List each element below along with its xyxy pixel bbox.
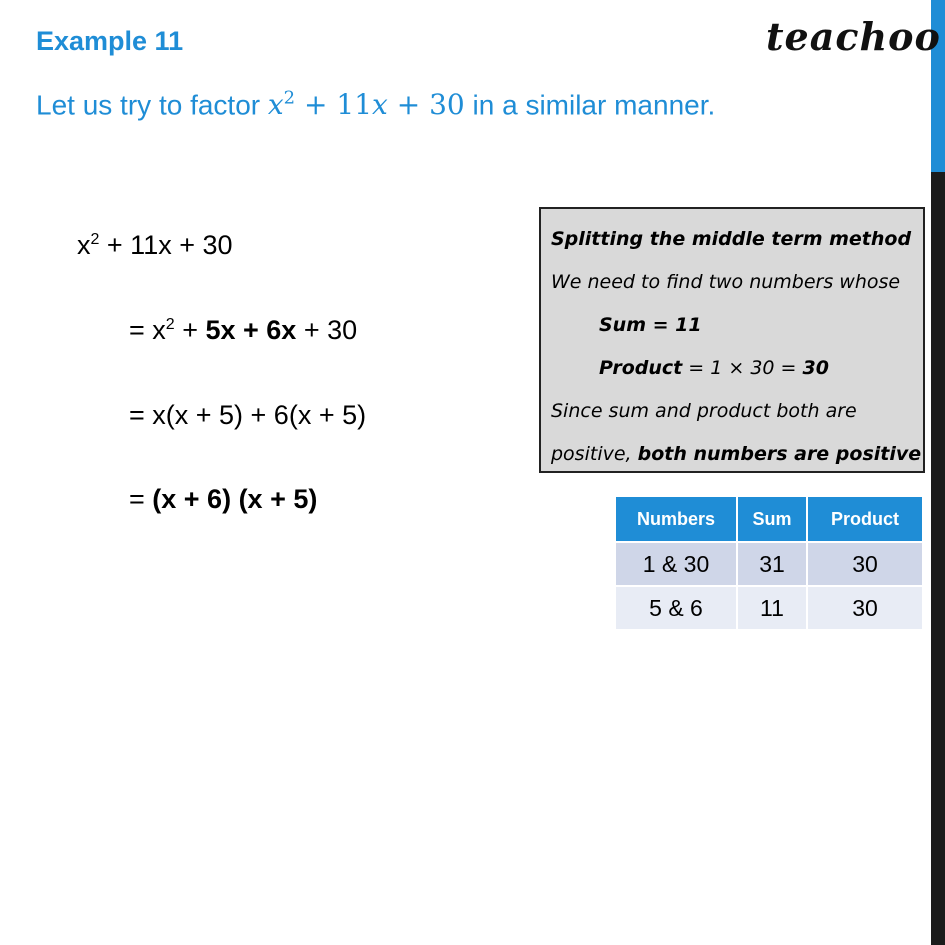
note-product-value: 30 [802,357,829,379]
step2-constant: + 30 [296,315,358,345]
step4-equals: = [129,484,153,514]
question-math [268,88,465,121]
step1-rest: + 11x + 30 [99,230,233,260]
note-product-label: Product [599,357,683,379]
step-expression [77,230,233,261]
example-title: Example 11 [36,26,184,56]
step2-split-terms: 5x + 6x [205,315,297,345]
step1-exponent: 2 [90,231,100,248]
math-eleven: + 11 [304,88,373,122]
cell-sum: 31 [737,542,807,586]
note-line-find: We need to find two numbers whose [551,271,901,293]
header-sum: Sum [737,497,807,542]
note-sum-text: Sum = 11 [599,314,702,336]
step-split [129,315,357,346]
cell-product: 30 [807,586,923,629]
step2-plus: + [174,315,206,345]
note-sum [599,314,702,336]
table-header-row [616,497,923,542]
note-heading-text: Splitting the middle term method [551,228,912,250]
cell-numbers: 5 & 6 [616,586,737,629]
step2-x: = x [129,315,166,345]
cell-numbers: 1 & 30 [616,542,737,586]
note-positive-b: both numbers are positive [637,443,922,465]
note-product [599,357,829,379]
note-line-since: Since sum and product both are [551,400,857,422]
step1-x: x [77,230,91,260]
note-heading [551,228,911,250]
numbers-table [616,497,924,629]
note-product-calc: = 1 × 30 = [682,357,803,379]
table-row [616,586,923,629]
question-before: Let us try to factor [36,89,268,121]
question-text [36,88,715,121]
note-line-positive [551,443,921,465]
factored-result: (x + 6) (x + 5) [152,484,318,514]
cell-product: 30 [807,542,923,586]
math-constant: + 30 [396,88,465,122]
note-positive-a: positive, [551,443,638,465]
math-x: x [267,88,284,122]
math-exponent: 2 [283,88,296,109]
header-product: Product [807,497,923,542]
method-note-box [539,207,925,473]
step2-exponent: 2 [165,316,175,333]
step-group: = x(x + 5) + 6(x + 5) [129,400,367,430]
question-after: in a similar manner. [464,89,716,121]
header-numbers: Numbers [616,497,737,542]
table-row [616,542,923,586]
math-x-term: x [372,88,388,122]
cell-sum: 11 [737,586,807,629]
teachoo-logo: teachoo [766,14,941,59]
step-result [129,484,317,515]
